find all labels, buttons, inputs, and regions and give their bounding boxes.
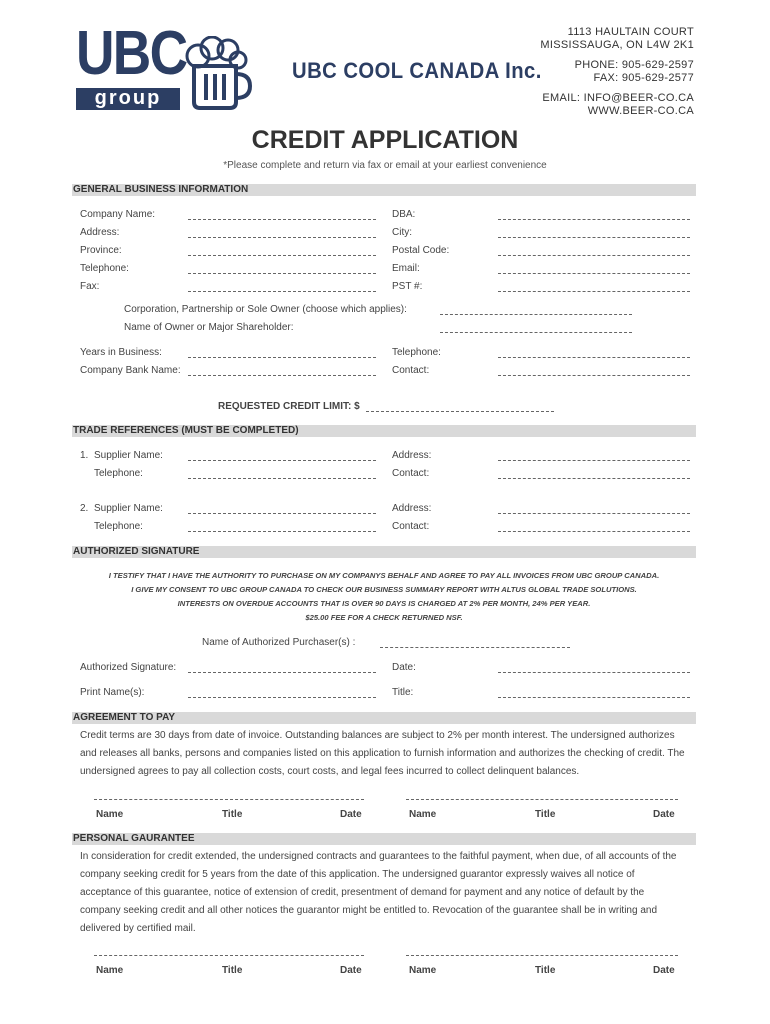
label-supplier-address-2: Address: (392, 503, 432, 514)
label-bank-contact: Contact: (392, 365, 430, 376)
field-province[interactable] (188, 246, 376, 256)
ref-number-1: 1. (80, 450, 89, 461)
field-pst[interactable] (498, 282, 690, 292)
label-supplier-contact-2: Contact: (392, 521, 430, 532)
agreement-signature-line-left[interactable] (94, 792, 364, 800)
label-company-name: Company Name: (80, 209, 156, 220)
agreement-text: Credit terms are 30 days from date of invoice. Outstanding balances are subject to 2% per month interest. The undersigned authorizes and releases all banks, persons and companies listed on this application to furnish information and authorizes the checking of credit. The undersigned agrees to pay all collection costs, court costs, and legal fees incurred to collect delinquent balances. (80, 730, 685, 777)
field-signature-date[interactable] (498, 663, 690, 673)
field-bank-name[interactable] (188, 366, 376, 376)
guarantee-text: In consideration for credit extended, the undersigned contracts and guarantees to the faithful payment, when due, of all accounts of the company seeking credit for 5 years from the date of this application. The undersigned guarantor expressly waives all notice of acceptance of this guarantee, notice of extension of credit, presentment of demand for payment and any notice of default by the company seeking credit and all other notices the guarantor might be entitled to. Revocation of the guarantee shall be in writing and delivered by certified mail. (80, 851, 677, 934)
label-bank-telephone: Telephone: (392, 347, 441, 358)
field-email[interactable] (498, 264, 690, 274)
guarantee-signature-line-left[interactable] (94, 948, 364, 956)
field-supplier-address-1[interactable] (498, 451, 690, 461)
label-authorized-purchaser: Name of Authorized Purchaser(s) : (202, 637, 356, 648)
label-supplier-telephone-1: Telephone: (94, 468, 143, 479)
label-authorized-signature: Authorized Signature: (80, 662, 177, 673)
page-subtitle: *Please complete and return via fax or email at your earliest convenience (223, 160, 547, 171)
page-title: CREDIT APPLICATION (251, 126, 519, 154)
label-credit-limit: REQUESTED CREDIT LIMIT: $ (218, 401, 360, 412)
guarantee-date-right: Date (653, 965, 675, 976)
label-postal-code: Postal Code: (392, 245, 450, 256)
field-supplier-1[interactable] (188, 451, 376, 461)
company-address: 1113 HAULTAIN COURT MISSISSAUGA, ON L4W 2K1 PHONE: 905-629-2597 FAX: 905-629-2577 EMAIL: INFO@BEER-CO.CA WWW.BEER-CO.CA (540, 26, 694, 117)
guarantee-name-left: Name (96, 965, 124, 976)
field-print-name[interactable] (188, 688, 376, 698)
guarantee-title-left: Title (222, 965, 243, 976)
label-corporation: Corporation, Partnership or Sole Owner (choose which applies): (124, 304, 407, 315)
field-corporation[interactable] (440, 305, 632, 315)
label-print-title: Title: (392, 687, 414, 698)
field-bank-telephone[interactable] (498, 348, 690, 358)
agreement-signature-line-right[interactable] (406, 792, 678, 800)
label-province: Province: (80, 245, 122, 256)
section-authorized-signature: AUTHORIZED SIGNATURE (72, 546, 696, 558)
label-signature-date: Date: (392, 662, 416, 673)
field-company-name[interactable] (188, 210, 376, 220)
label-supplier-1: Supplier Name: (94, 450, 163, 461)
label-years-in-business: Years in Business: (80, 347, 162, 358)
label-owner: Name of Owner or Major Shareholder: (124, 322, 294, 333)
field-fax[interactable] (188, 282, 376, 292)
label-email: Email: (392, 263, 420, 274)
agreement-name-left: Name (96, 809, 124, 820)
guarantee-signature-line-right[interactable] (406, 948, 678, 956)
label-supplier-contact-1: Contact: (392, 468, 430, 479)
field-address[interactable] (188, 228, 376, 238)
label-telephone: Telephone: (80, 263, 129, 274)
logo-ubc: UBC (76, 19, 187, 88)
field-owner[interactable] (440, 323, 632, 333)
field-city[interactable] (498, 228, 690, 238)
section-general: GENERAL BUSINESS INFORMATION (72, 184, 696, 196)
field-supplier-contact-2[interactable] (498, 522, 690, 532)
field-print-title[interactable] (498, 688, 690, 698)
label-print-name: Print Name(s): (80, 687, 145, 698)
section-personal-guarantee: PERSONAL GAURANTEE (72, 833, 696, 845)
logo-group: group (76, 88, 180, 110)
section-agreement-to-pay: AGREEMENT TO PAY (72, 712, 696, 724)
field-dba[interactable] (498, 210, 690, 220)
field-credit-limit[interactable] (366, 402, 554, 412)
field-authorized-purchaser[interactable] (380, 638, 570, 648)
label-bank-name: Company Bank Name: (80, 365, 181, 376)
label-address: Address: (80, 227, 120, 238)
agreement-title-right: Title (535, 809, 556, 820)
agreement-name-right: Name (409, 809, 437, 820)
label-supplier-telephone-2: Telephone: (94, 521, 143, 532)
company-name: UBC COOL CANADA Inc. (292, 58, 542, 83)
agreement-date-right: Date (653, 809, 675, 820)
guarantee-title-right: Title (535, 965, 556, 976)
guarantee-name-right: Name (409, 965, 437, 976)
guarantee-date-left: Date (340, 965, 362, 976)
beer-mug-icon (182, 36, 254, 110)
field-authorized-signature[interactable] (188, 663, 376, 673)
label-pst: PST #: (392, 281, 423, 292)
label-dba: DBA: (392, 209, 416, 220)
agreement-title-left: Title (222, 809, 243, 820)
section-trade-references: TRADE REFERENCES (MUST BE COMPLETED) (72, 425, 696, 437)
field-years-in-business[interactable] (188, 348, 376, 358)
field-telephone[interactable] (188, 264, 376, 274)
label-supplier-2: Supplier Name: (94, 503, 163, 514)
label-supplier-address-1: Address: (392, 450, 432, 461)
label-city: City: (392, 227, 412, 238)
field-bank-contact[interactable] (498, 366, 690, 376)
field-supplier-2[interactable] (188, 504, 376, 514)
label-fax: Fax: (80, 281, 100, 292)
ref-number-2: 2. (80, 503, 89, 514)
field-supplier-telephone-1[interactable] (188, 469, 376, 479)
agreement-date-left: Date (340, 809, 362, 820)
field-postal-code[interactable] (498, 246, 690, 256)
testify-statement: I TESTIFY THAT I HAVE THE AUTHORITY TO PURCHASE ON MY COMPANYS BEHALF AND AGREE TO PAY ALL INVOICES FROM UBC GROUP CANADA. I GIVE MY CONSENT TO UBC GROUP CANADA TO CHECK OUR BUSINESS SUMMARY REPORT WITH ALTUS GLOBAL TRADE SOLUTIONS. INTERESTS ON OVERDUE ACCOUNTS THAT IS OVER 90 DAYS IS CHARGED AT 2% PER MONTH, 24% PER YEAR. $25.00 FEE FOR A CHECK RETURNED NSF. (108, 571, 660, 622)
field-supplier-telephone-2[interactable] (188, 522, 376, 532)
field-supplier-contact-1[interactable] (498, 469, 690, 479)
field-supplier-address-2[interactable] (498, 504, 690, 514)
